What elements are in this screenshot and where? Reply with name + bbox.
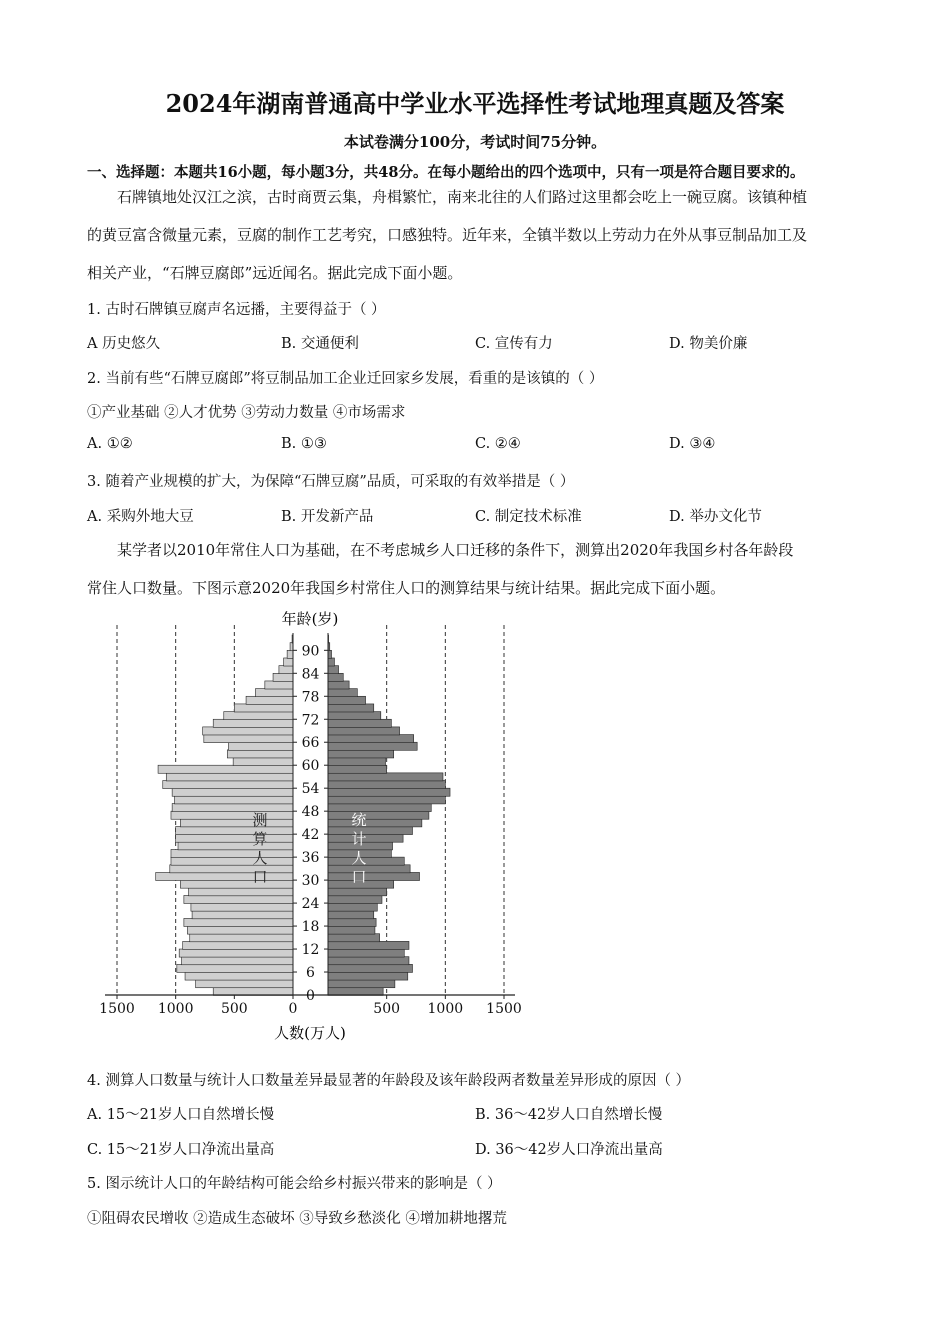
- passage-1-line: 石牌镇地处汉江之滨，古时商贾云集，舟楫繁忙，南来北往的人们路过这里都会吃上一碗豆腐。该镇种植: [117, 188, 808, 206]
- bar: [328, 719, 391, 727]
- population-pyramid-chart: [95, 605, 545, 1050]
- series-label-statistical-char: 计: [351, 830, 367, 848]
- x-tick-label: 1000: [427, 1001, 464, 1017]
- bar: [176, 834, 293, 842]
- bar: [328, 650, 332, 658]
- x-tick-label: 1500: [486, 1001, 522, 1017]
- x-tick-label: 1500: [99, 1001, 135, 1017]
- bar: [166, 773, 293, 781]
- passage-1-line: 相关产业，“石牌豆腐郎”远近闻名。据此完成下面小题。: [87, 264, 463, 282]
- bar: [328, 941, 409, 949]
- bar: [328, 872, 420, 880]
- bar: [265, 681, 293, 689]
- bar: [328, 788, 450, 796]
- series-label-estimated: [252, 811, 267, 886]
- passage-2-line: 某学者以2010年常住人口为基础，在不考虑城乡人口迁移的条件下，测算出2020年我国乡村各年龄段: [117, 541, 794, 559]
- question-2-options: [87, 436, 887, 458]
- bar: [224, 712, 293, 720]
- option-d[interactable]: D. 36～42岁人口净流出量高: [475, 1142, 663, 1158]
- bar: [328, 980, 395, 988]
- y-tick-label: 84: [301, 666, 320, 683]
- bar: [284, 658, 293, 666]
- x-tick-label: 500: [373, 1001, 401, 1017]
- series-statistical: [328, 635, 450, 995]
- exam-info: 本试卷满分100分，考试时间75分钟。: [343, 133, 607, 151]
- question-4-options-row1: [87, 1103, 887, 1125]
- bar: [328, 681, 349, 689]
- bar: [279, 666, 293, 674]
- question-4-options-row2: [87, 1138, 887, 1160]
- x-tick-label: 500: [220, 1001, 248, 1017]
- bar: [234, 704, 293, 712]
- bar: [190, 934, 293, 942]
- bar: [182, 957, 293, 965]
- option-a[interactable]: A. ①②: [87, 436, 133, 452]
- y-tick-label: 60: [301, 758, 320, 775]
- option-d[interactable]: D. ③④: [669, 436, 716, 452]
- y-tick-label: 24: [301, 896, 320, 913]
- question-2-stem: 2. 当前有些“石牌豆腐郎”将豆制品加工企业迁回家乡发展，看重的是该镇的（ ）: [87, 371, 604, 387]
- bar: [170, 865, 293, 873]
- option-c[interactable]: C. 15～21岁人口净流出量高: [87, 1142, 275, 1158]
- bar: [287, 650, 293, 658]
- bar: [171, 857, 293, 865]
- bar: [328, 796, 445, 804]
- bar: [328, 658, 334, 666]
- bar: [203, 727, 293, 735]
- bar: [328, 765, 387, 773]
- bar: [171, 811, 293, 819]
- bar: [328, 727, 400, 735]
- y-tick-label: 42: [301, 827, 320, 844]
- bar: [180, 819, 293, 827]
- bar: [163, 781, 293, 789]
- bar: [328, 987, 383, 995]
- bar: [180, 880, 293, 888]
- series-label-statistical-char: 人: [351, 849, 367, 867]
- bar: [196, 980, 293, 988]
- bar: [172, 804, 293, 812]
- bar: [213, 987, 293, 995]
- series-label-statistical-char: 统: [351, 811, 367, 829]
- y-tick-label: 18: [301, 919, 320, 936]
- question-1-stem: 1. 古时石牌镇豆腐声名远播，主要得益于（ ）: [87, 302, 386, 318]
- question-1-options: [87, 332, 887, 354]
- bar: [328, 712, 381, 720]
- option-b[interactable]: B. 36～42岁人口自然增长慢: [475, 1107, 663, 1123]
- bar: [189, 888, 293, 896]
- bar: [328, 742, 417, 750]
- y-tick-label: 72: [301, 712, 320, 729]
- y-tick-label: 78: [301, 689, 320, 706]
- option-a[interactable]: A. 15～21岁人口自然增长慢: [87, 1107, 275, 1123]
- option-d[interactable]: D. 物美价廉: [669, 336, 748, 352]
- y-tick-label: 54: [301, 781, 320, 798]
- bar: [177, 964, 293, 972]
- y-tick-label: 0: [306, 988, 315, 1004]
- option-c[interactable]: C. 宣传有力: [475, 336, 553, 352]
- bar: [328, 918, 376, 926]
- bar: [172, 788, 293, 796]
- question-5-items: ①阻碍农民增收 ②造成生态破坏 ③导致乡愁淡化 ④增加耕地撂荒: [87, 1211, 507, 1227]
- option-b[interactable]: B. 开发新产品: [281, 509, 374, 525]
- passage-1-line: 的黄豆富含微量元素，豆腐的制作工艺考究，口感独特。近年来，全镇半数以上劳动力在外从事豆制品加工及: [87, 226, 808, 244]
- bar: [328, 957, 409, 965]
- bar: [213, 719, 293, 727]
- question-2-items: ①产业基础 ②人才优势 ③劳动力数量 ④市场需求: [87, 405, 406, 421]
- bar: [328, 696, 366, 704]
- bar: [178, 842, 293, 850]
- bar: [328, 949, 404, 957]
- question-5-stem: 5. 图示统计人口的年龄结构可能会给乡村振兴带来的影响是（ ）: [87, 1176, 502, 1192]
- question-3-stem: 3. 随着产业规模的扩大，为保障“石牌豆腐”品质，可采取的有效举措是（ ）: [87, 474, 575, 490]
- bar: [192, 911, 293, 919]
- bar: [328, 911, 374, 919]
- passage-2-line: 常住人口数量。下图示意2020年我国乡村常住人口的测算结果与统计结果。据此完成下面小题。: [87, 579, 726, 597]
- bar: [328, 826, 412, 834]
- bar: [187, 926, 293, 934]
- bar: [176, 826, 293, 834]
- y-tick-label: 66: [301, 735, 320, 752]
- option-a[interactable]: A 历史悠久: [87, 336, 161, 352]
- bar: [328, 811, 429, 819]
- bar: [227, 750, 293, 758]
- bar: [328, 804, 431, 812]
- bar: [328, 704, 374, 712]
- series-label-estimated-char: 测: [252, 811, 268, 829]
- bar: [328, 964, 412, 972]
- y-axis-title: 年龄(岁): [281, 610, 339, 628]
- option-c[interactable]: C. 制定技术标准: [475, 509, 582, 525]
- bar: [328, 673, 343, 681]
- y-tick-label: 90: [301, 643, 320, 660]
- bar: [328, 926, 375, 934]
- y-tick-label: 36: [301, 850, 320, 867]
- x-axis-title: 人数(万人): [274, 1024, 346, 1042]
- series-label-statistical: [351, 811, 366, 886]
- series-label-estimated-char: 人: [252, 849, 268, 867]
- y-tick-label: 48: [301, 804, 320, 821]
- bar: [328, 888, 387, 896]
- y-tick-label: 12: [301, 942, 320, 959]
- bar: [185, 972, 293, 980]
- bar: [328, 895, 382, 903]
- section-heading: 一、选择题：本题共16小题，每小题3分，共48分。在每小题给出的四个选项中，只有一项是符合题目要求的。: [87, 164, 805, 181]
- bar: [328, 666, 339, 674]
- x-tick-label: 0: [288, 1001, 298, 1017]
- bar: [246, 696, 293, 704]
- bar: [328, 972, 408, 980]
- bar: [328, 934, 380, 942]
- option-c[interactable]: C. ②④: [475, 436, 521, 452]
- passage-1: [87, 178, 867, 292]
- bar: [328, 781, 445, 789]
- bar: [255, 689, 293, 697]
- page-title: 2024年湖南普通高中学业水平选择性考试地理真题及答案: [165, 89, 785, 118]
- option-b[interactable]: B. ①③: [281, 436, 327, 452]
- series-estimated: [156, 635, 293, 995]
- y-tick-label: 30: [301, 873, 320, 890]
- option-d[interactable]: D. 举办文化节: [669, 509, 762, 525]
- series-label-statistical-char: 口: [351, 868, 367, 886]
- y-ticks: [293, 643, 328, 1004]
- bar: [174, 796, 293, 804]
- series-label-estimated-char: 算: [252, 830, 268, 848]
- bar: [184, 918, 293, 926]
- bar: [156, 872, 293, 880]
- bar: [328, 750, 394, 758]
- bar: [179, 949, 293, 957]
- option-b[interactable]: B. 交通便利: [281, 336, 359, 352]
- bar: [328, 773, 443, 781]
- bar: [328, 865, 410, 873]
- bar: [328, 689, 357, 697]
- bar: [228, 742, 293, 750]
- question-3-options: [87, 505, 887, 527]
- series-label-estimated-char: 口: [252, 868, 268, 886]
- bar: [158, 765, 293, 773]
- bar: [233, 758, 293, 766]
- bar: [184, 895, 293, 903]
- bar: [204, 735, 293, 743]
- question-4-stem: 4. 测算人口数量与统计人口数量差异最显著的年龄段及该年龄段两者数量差异形成的原因（ ）: [87, 1073, 691, 1089]
- y-tick-label: 6: [306, 965, 315, 982]
- bar: [328, 758, 385, 766]
- bar: [171, 849, 293, 857]
- bar: [328, 903, 377, 911]
- bar: [183, 941, 293, 949]
- bar: [273, 673, 293, 681]
- option-a[interactable]: A. 采购外地大豆: [87, 509, 194, 525]
- bar: [328, 819, 422, 827]
- passage-2: [87, 531, 867, 607]
- x-tick-label: 1000: [157, 1001, 194, 1017]
- bar: [191, 903, 293, 911]
- bar: [328, 735, 414, 743]
